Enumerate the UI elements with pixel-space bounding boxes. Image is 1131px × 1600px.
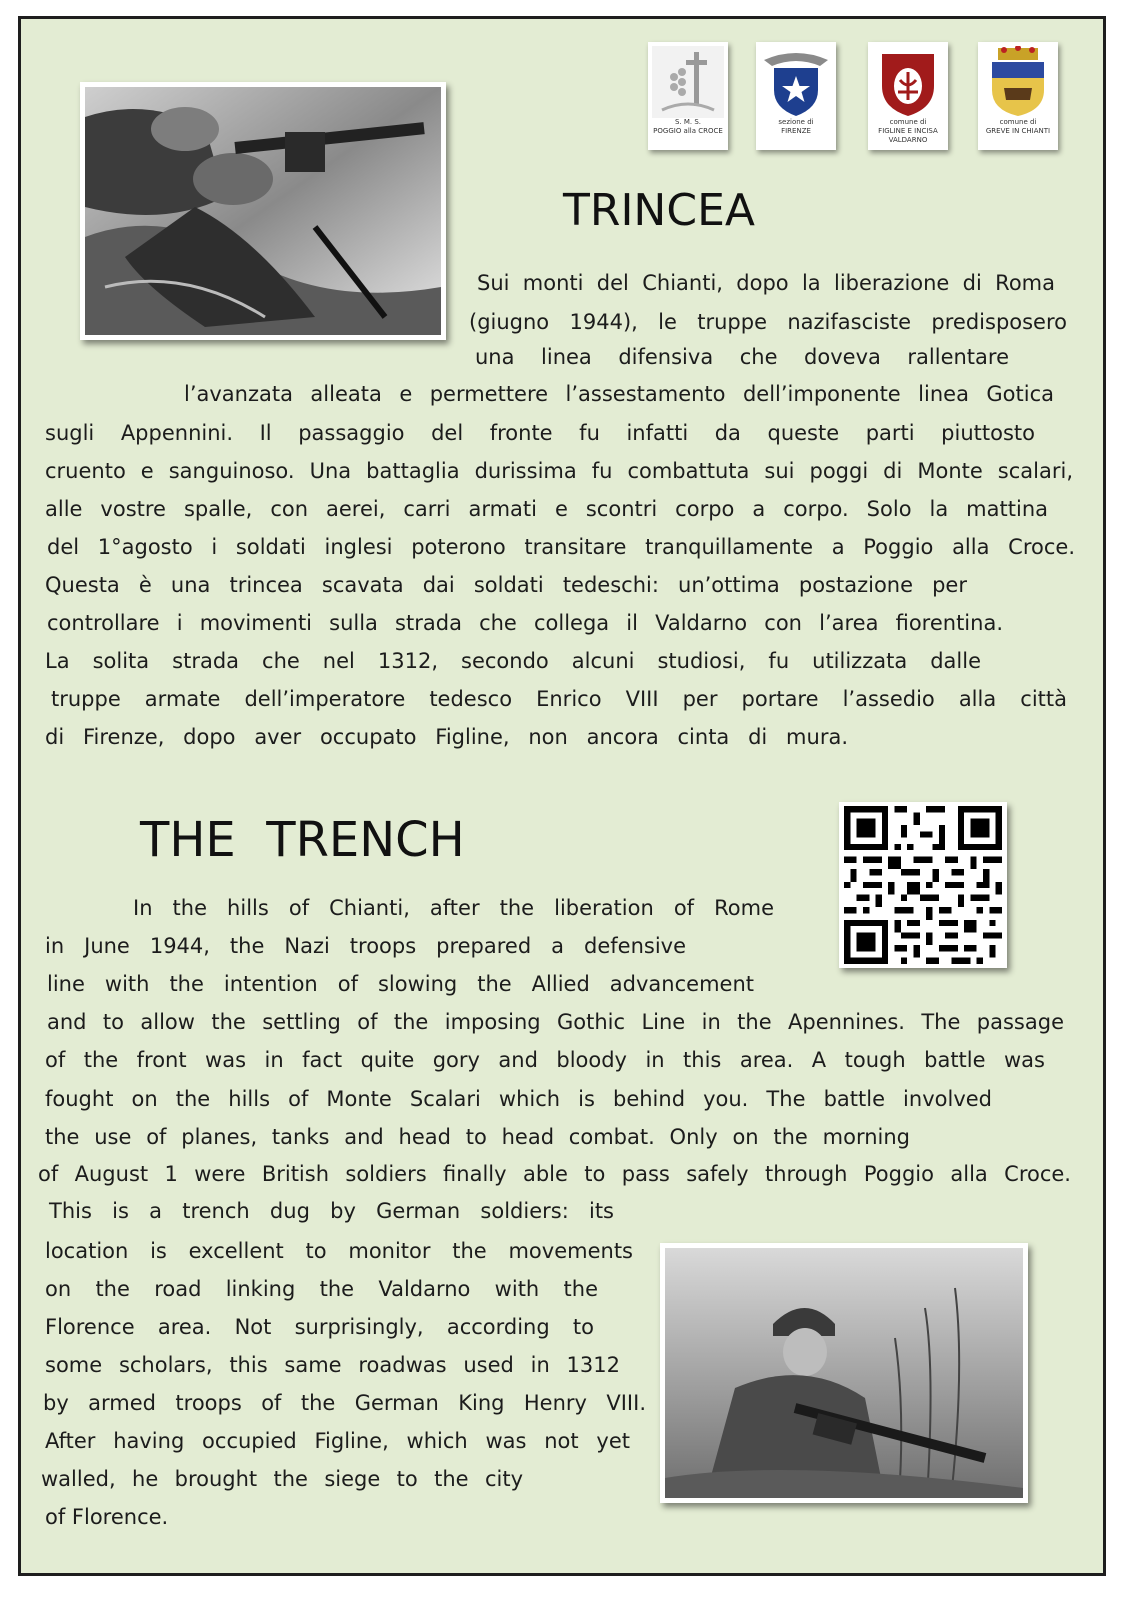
english-line: In the hills of Chianti, after the liberation of Rome <box>133 896 774 920</box>
english-line: the use of planes, tanks and head to head combat. Only on the morning <box>45 1125 910 1149</box>
logo-caption: S. M. S. POGGIO alla CROCE <box>653 118 723 135</box>
italian-line: cruento e sanguinoso. Una battaglia durissima fu combattuta sui poggi di Monte scalari, <box>45 459 1073 483</box>
machine-gun-soldiers-photo <box>80 82 446 340</box>
italian-line: di Firenze, dopo aver occupato Figline, non ancora cinta di mura. <box>45 725 848 749</box>
italian-line: controllare i movimenti sulla strada che collega il Valdarno con l’area fiorentina. <box>47 611 1003 635</box>
italian-title: TRINCEA <box>563 185 755 236</box>
english-line: in June 1944, the Nazi troops prepared a defensive <box>45 934 686 958</box>
italian-line: truppe armate dell’imperatore tedesco Enrico VIII per portare l’assedio alla città <box>51 687 1067 711</box>
english-line: walled, he brought the siege to the city <box>41 1467 523 1491</box>
english-line: and to allow the settling of the imposing Gothic Line in the Apennines. The passage <box>47 1010 1064 1034</box>
english-line: by armed troops of the German King Henry VIII. <box>43 1391 646 1415</box>
logo-caption: comune di FIGLINE E INCISA VALDARNO <box>878 118 938 144</box>
english-line: fought on the hills of Monte Scalari which is behind you. The battle involved <box>45 1087 992 1111</box>
logo-greve-chianti <box>978 42 1058 150</box>
italian-line: (giugno 1944), le truppe nazifasciste predisposero <box>469 310 1067 334</box>
english-line: of Florence. <box>45 1505 169 1529</box>
logo-figline-incisa <box>868 42 948 150</box>
english-line: location is excellent to monitor the movements <box>45 1239 633 1263</box>
italian-line: l’avanzata alleata e permettere l’assestamento dell’imponente linea Gotica <box>184 382 1054 406</box>
logo-caption: sezione di FIRENZE <box>778 118 814 135</box>
sms-cross-icon <box>652 46 724 118</box>
italian-line: Questa è una trincea scavata dai soldati tedeschi: un’ottima postazione per <box>45 573 967 597</box>
english-line: line with the intention of slowing the Allied advancement <box>47 972 754 996</box>
english-line: on the road linking the Valdarno with the <box>45 1277 598 1301</box>
cai-star-shield-icon <box>760 46 832 118</box>
italian-line: una linea difensiva che doveva rallentare <box>475 345 1009 369</box>
english-line: of the front was in fact quite gory and bloody in this area. A tough battle was <box>45 1048 1045 1072</box>
italian-line: Sui monti del Chianti, dopo la liberazione di Roma <box>477 271 1055 295</box>
logo-caption: comune di GREVE IN CHIANTI <box>985 118 1051 135</box>
english-line: of August 1 were British soldiers finally able to pass safely through Poggio alla Croce. <box>38 1162 1071 1186</box>
qr-code[interactable] <box>839 802 1007 968</box>
english-line: After having occupied Figline, which was not yet <box>45 1429 630 1453</box>
english-line: Florence area. Not surprisingly, according to <box>45 1315 594 1339</box>
qr-code-icon <box>843 806 1003 964</box>
italian-line: del 1°agosto i soldati inglesi poterono transitare tranquillamente a Poggio alla Croce. <box>47 535 1075 559</box>
logo-sms-poggio <box>648 42 728 150</box>
figline-lily-crest-icon <box>872 46 944 118</box>
greve-crest-icon <box>982 46 1054 118</box>
italian-line: alle vostre spalle, con aerei, carri armati e scontri corpo a corpo. Solo la mattina <box>45 497 1048 521</box>
soldier-with-rifle-photo <box>660 1243 1028 1503</box>
italian-line: sugli Appennini. Il passaggio del fronte fu infatti da queste parti piuttosto <box>45 421 1035 445</box>
english-line: This is a trench dug by German soldiers: its <box>49 1199 614 1223</box>
english-line: some scholars, this same roadwas used in 1312 <box>45 1353 620 1377</box>
italian-line: La solita strada che nel 1312, secondo alcuni studiosi, fu utilizzata dalle <box>45 649 981 673</box>
logo-cai-firenze <box>756 42 836 150</box>
english-title: THE TRENCH <box>140 812 465 868</box>
